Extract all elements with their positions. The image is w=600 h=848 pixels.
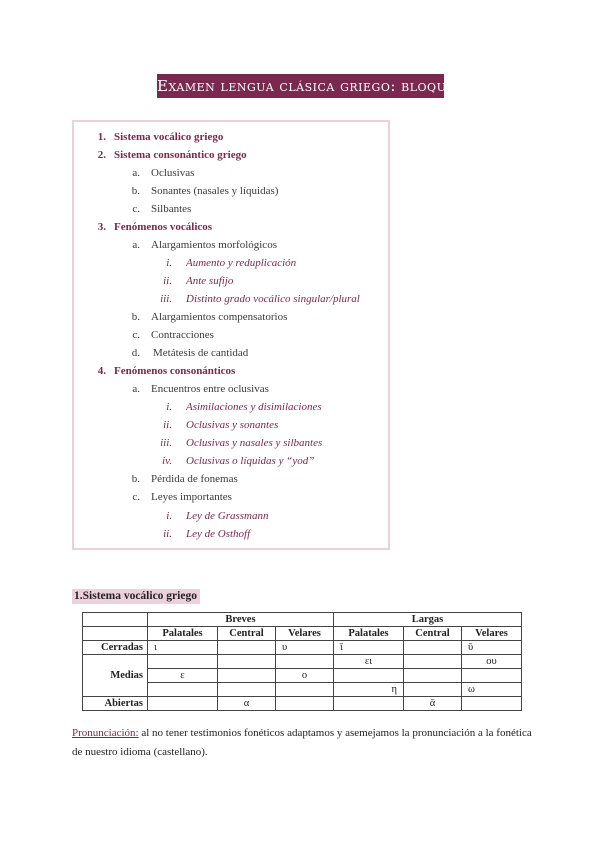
toc-letter: a. <box>132 383 140 395</box>
col-breves-central: Central <box>218 627 276 641</box>
toc-label: Sistema vocálico griego <box>114 131 224 143</box>
table-corner-cell <box>83 613 148 627</box>
toc-number: 4. <box>97 365 106 377</box>
toc-letter: b. <box>131 185 140 197</box>
toc-subsubitem: Ley de Osthoff <box>186 528 251 540</box>
col-largas-palatales: Palatales <box>334 627 404 641</box>
toc-subsubitem: Ley de Grassmann <box>186 510 269 522</box>
row-label-medias: Medias <box>83 655 148 697</box>
table-cell <box>276 697 334 711</box>
table-cell <box>334 669 404 683</box>
toc-number: 1. <box>97 131 106 143</box>
toc-roman: ii. <box>163 275 172 287</box>
table-cell: υ <box>276 641 334 655</box>
toc-letter: b. <box>131 473 140 485</box>
table-row <box>83 683 522 697</box>
table-cell: ου <box>462 655 522 669</box>
toc-label: Sistema consonántico griego <box>114 149 247 161</box>
toc-subsubitem: Asimilaciones y disimilaciones <box>186 401 322 413</box>
table-cell <box>462 669 522 683</box>
toc-subitem: Sonantes (nasales y líquidas) <box>151 185 279 197</box>
table-cell: ει <box>334 655 404 669</box>
toc-subitem: Leyes importantes <box>151 491 232 503</box>
table-cell <box>148 683 218 697</box>
toc-letter: b. <box>131 311 140 323</box>
toc-subitem: Alargamientos compensatorios <box>151 311 288 323</box>
table-group-header <box>83 613 522 627</box>
toc-subsubitem: Oclusivas y sonantes <box>186 419 279 431</box>
table-cell <box>404 669 462 683</box>
toc-roman: iii. <box>160 437 172 449</box>
table-cell <box>404 641 462 655</box>
table-row <box>83 669 522 683</box>
table-cell: ῑ <box>334 641 404 655</box>
table-cell: ω <box>462 683 522 697</box>
toc-letter: a. <box>132 167 140 179</box>
vowel-table <box>82 612 522 711</box>
toc-roman: i. <box>166 401 172 413</box>
toc-roman: iv. <box>162 455 172 467</box>
toc-number: 2. <box>97 149 106 161</box>
table-row <box>83 655 522 669</box>
table-cell <box>334 697 404 711</box>
col-largas-central: Central <box>404 627 462 641</box>
toc-subsubitem: Distinto grado vocálico singular/plural <box>186 293 360 305</box>
toc-number: 3. <box>97 221 106 233</box>
table-row <box>83 697 522 711</box>
row-label-abiertas: Abiertas <box>83 697 148 711</box>
table-cell: η <box>334 683 404 697</box>
toc-letter: a. <box>132 239 140 251</box>
toc-subitem: Oclusivas <box>151 167 195 179</box>
table-row <box>83 641 522 655</box>
table-cell <box>404 683 462 697</box>
table-cell: ο <box>276 669 334 683</box>
toc-label: Fenómenos vocálicos <box>114 221 213 233</box>
toc-subsubitem: Aumento y reduplicación <box>186 257 297 269</box>
table-cell: ε <box>148 669 218 683</box>
table-cell <box>218 655 276 669</box>
toc-label: Fenómenos consonánticos <box>114 365 236 377</box>
toc-subitem: Metátesis de cantidad <box>153 347 249 359</box>
col-breves-velares: Velares <box>276 627 334 641</box>
toc-subitem: Encuentros entre oclusivas <box>151 383 269 395</box>
group-largas: Largas <box>334 613 522 627</box>
col-breves-palatales: Palatales <box>148 627 218 641</box>
toc-subitem: Contracciones <box>151 329 214 341</box>
pronunciation-paragraph <box>72 724 532 762</box>
row-label-cerradas: Cerradas <box>83 641 148 655</box>
table-cell <box>218 669 276 683</box>
table-cell: α <box>218 697 276 711</box>
table-cell: ᾱ <box>404 697 462 711</box>
table-cell <box>404 655 462 669</box>
table-cell: ι <box>148 641 218 655</box>
table-column-header <box>83 627 522 641</box>
table-cell <box>462 697 522 711</box>
page-title: Examen lengua clásica griego: bloques II y III <box>157 74 444 98</box>
table-cell <box>148 655 218 669</box>
toc-roman: ii. <box>163 528 172 540</box>
table-cell <box>276 683 334 697</box>
table-cell <box>276 655 334 669</box>
col-largas-velares: Velares <box>462 627 522 641</box>
toc-subsubitem: Oclusivas y nasales y silbantes <box>186 437 323 449</box>
group-breves: Breves <box>148 613 334 627</box>
table-cell <box>218 683 276 697</box>
toc-letter: c. <box>132 329 140 341</box>
toc-subitem: Pérdida de fonemas <box>151 473 238 485</box>
toc-roman: ii. <box>163 419 172 431</box>
toc-letter: c. <box>132 491 140 503</box>
toc-roman: iii. <box>160 293 172 305</box>
toc-letter: d. <box>131 347 140 359</box>
toc-letter: c. <box>132 203 140 215</box>
toc-roman: i. <box>166 257 172 269</box>
toc-subitem: Alargamientos morfológicos <box>151 239 277 251</box>
table-cell <box>218 641 276 655</box>
toc-subitem: Silbantes <box>151 203 192 215</box>
pronunciation-text: al no tener testimonios fonéticos adaptamos y asemejamos la pronunciación a la fonética de nuestro idioma (castellano). <box>72 727 532 758</box>
table-corner-cell <box>83 627 148 641</box>
toc-subsubitem: Oclusivas o líquidas y “yod” <box>186 455 315 467</box>
toc-subsubitem: Ante sufijo <box>186 275 234 287</box>
section-heading: 1.Sistema vocálico griego <box>72 589 200 604</box>
pronunciation-label: Pronunciación: <box>72 727 139 739</box>
toc-roman: i. <box>166 510 172 522</box>
table-cell: ῡ <box>462 641 522 655</box>
table-cell <box>148 697 218 711</box>
